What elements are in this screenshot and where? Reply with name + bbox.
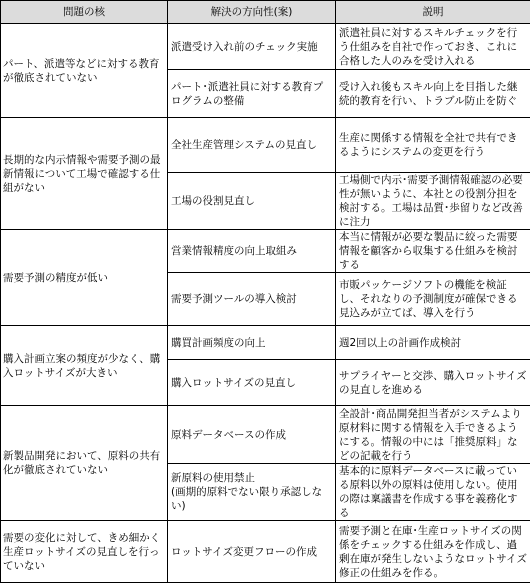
description-cell: サプライヤーと交渉、購入ロットサイズの見直しを進める: [336, 360, 530, 406]
issue-cell: 需要の変化に対して、きめ細かく生産ロットサイズの見直しを行っていない: [1, 521, 168, 583]
issue-cell: 新製品開発において、原料の共有化が徹底されていない: [1, 406, 168, 521]
description-cell: 週2回以上の計画作成検討: [336, 326, 530, 360]
header-row: [1, 1, 530, 24]
description-cell: 全設計･商品開発担当者がシステムより原材料に関する情報を入手できるようにする。情報の中には「推奨原料」などの記載を行う: [336, 406, 530, 464]
description-cell: 工場側で内示･需要予測情報確認の必要性が無いように、本社との役割分担を検討する。工場は品質･歩留りなど改善に注力: [336, 173, 530, 230]
solution-cell: 工場の役割見直し: [168, 173, 336, 230]
table-row: [1, 230, 530, 273]
description-cell: 本当に情報が必要な製品に絞った需要情報を顧客から収集する仕組みを検討する: [336, 230, 530, 273]
solution-cell: 原料データベースの作成: [168, 406, 336, 464]
description-cell: 受け入れ後もスキル向上を目指した継続的教育を行い、トラブル防止を防ぐ: [336, 70, 530, 118]
solution-cell: 新原料の使用禁止 (画期的原料でない限り承認しない): [168, 464, 336, 521]
table-body: [1, 24, 530, 583]
solution-cell: 全社生産管理システムの見直し: [168, 118, 336, 173]
issue-cell: パート、派遣等などに対する教育が徹底されていない: [1, 24, 168, 118]
solution-cell: 派遣受け入れ前のチェック実施: [168, 24, 336, 70]
solution-cell: 購入ロットサイズの見直し: [168, 360, 336, 406]
description-cell: 派遣社員に対するスキルチェックを行う仕組みを自社で作っておき、これに合格した人のみを受け入れる: [336, 24, 530, 70]
table-row: [1, 118, 530, 173]
issue-cell: 長期的な内示情報や需要予測の最新情報について工場で確認する仕組がない: [1, 118, 168, 230]
issue-cell: 需要予測の精度が低い: [1, 230, 168, 326]
solution-cell: 購買計画頻度の向上: [168, 326, 336, 360]
solution-cell: 需要予測ツールの導入検討: [168, 273, 336, 326]
solution-cell: ロットサイズ変更フローの作成: [168, 521, 336, 583]
header-issue: 問題の核: [1, 1, 168, 24]
solution-cell: 営業情報精度の向上取組み: [168, 230, 336, 273]
issue-cell: 購入計画立案の頻度が少なく、購入ロットサイズが大きい: [1, 326, 168, 406]
description-cell: 基本的に原料データベースに載っている原料以外の原料は使用しない。使用の際は稟議書を作成する事を義務化する: [336, 464, 530, 521]
table-row: [1, 406, 530, 464]
description-cell: 市販パッケージソフトの機能を検証し、それなりの予測制度が確保できる見込みが立てば、導入を行う: [336, 273, 530, 326]
table-row: [1, 521, 530, 583]
solution-cell: パート･派遣社員に対する教育プログラムの整備: [168, 70, 336, 118]
table-row: [1, 24, 530, 70]
description-cell: 需要予測と在庫･生産ロットサイズの関係をチェックする仕組みを作成し、過剰在庫が発生しないようなロットサイズ修正の仕組みを作る。: [336, 521, 530, 583]
table-row: [1, 326, 530, 360]
description-cell: 生産に関係する情報を全社で共有できるようにシステムの変更を行う: [336, 118, 530, 173]
header-description: 説明: [336, 1, 530, 24]
header-solution: 解決の方向性(案): [168, 1, 336, 24]
